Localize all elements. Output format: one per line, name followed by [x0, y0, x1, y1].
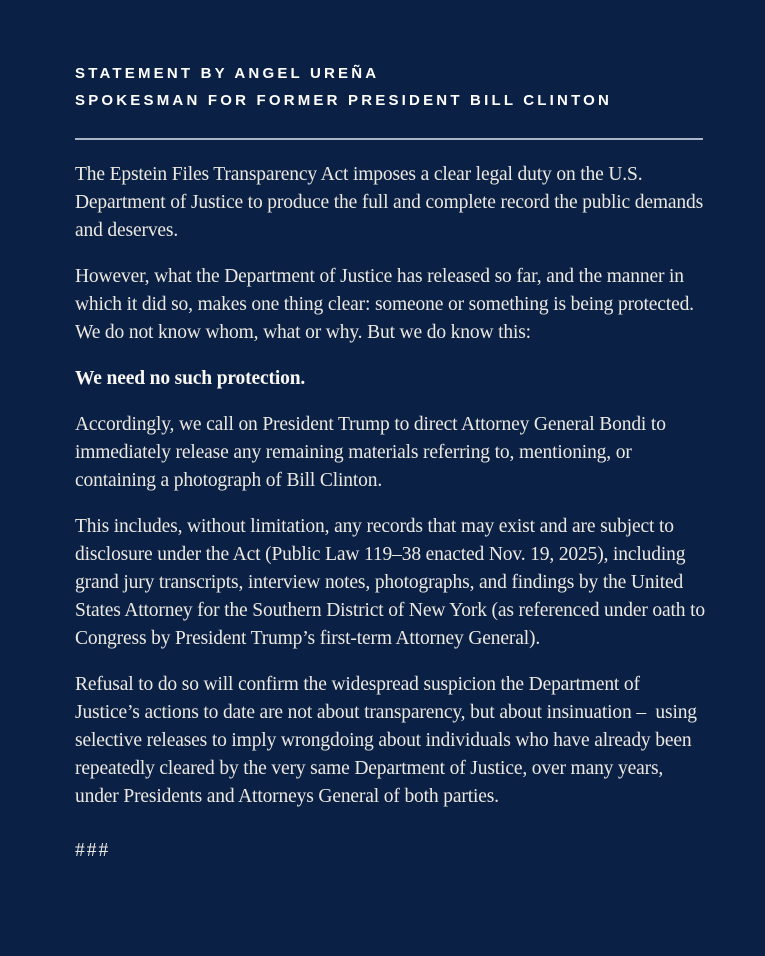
closing-mark: ### — [75, 840, 111, 861]
statement-author-line: STATEMENT BY ANGEL UREÑA — [75, 65, 380, 82]
paragraph-someone-protected: However, what the Department of Justice has released so far, and the manner in which it did so, makes one thing clear: someone or something is being protected. We do not know whom, what or why. But we do know this: — [75, 266, 699, 343]
paragraph-transparency-act: The Epstein Files Transparency Act imposes a clear legal duty on the U.S. Department of Justice to produce the full and complete record the public demands and deserves. — [75, 164, 708, 241]
paragraph-records-included: This includes, without limitation, any records that may exist and are subject to disclosure under the Act (Public Law 119–38 enacted Nov. 19, 2025), including grand jury transcripts, interview notes, photographs, and findings by the United States Attorney for the Southern District of New York (as referenced under oath to Congress by President Trump’s first-term Attorney General). — [75, 516, 710, 649]
paragraph-no-such-protection: We need no such protection. — [75, 368, 306, 389]
paragraph-refusal-warning: Refusal to do so will confirm the widespread suspicion the Department of Justice’s actions to date are not about transparency, but about insinuation – using selective releases to imply wrongdoing about individuals who have already been repeatedly cleared by the very same Department of Justice, over many years, under Presidents and Attorneys General of both parties. — [75, 674, 702, 807]
statement-header — [75, 60, 707, 114]
statement-role-line: SPOKESMAN FOR FORMER PRESIDENT BILL CLINTON — [75, 92, 613, 109]
header-divider — [75, 138, 703, 140]
statement-body — [75, 161, 710, 865]
paragraph-call-on-trump: Accordingly, we call on President Trump to direct Attorney General Bondi to immediately release any remaining materials referring to, mentioning, or containing a photograph of Bill Clinton. — [75, 414, 671, 491]
